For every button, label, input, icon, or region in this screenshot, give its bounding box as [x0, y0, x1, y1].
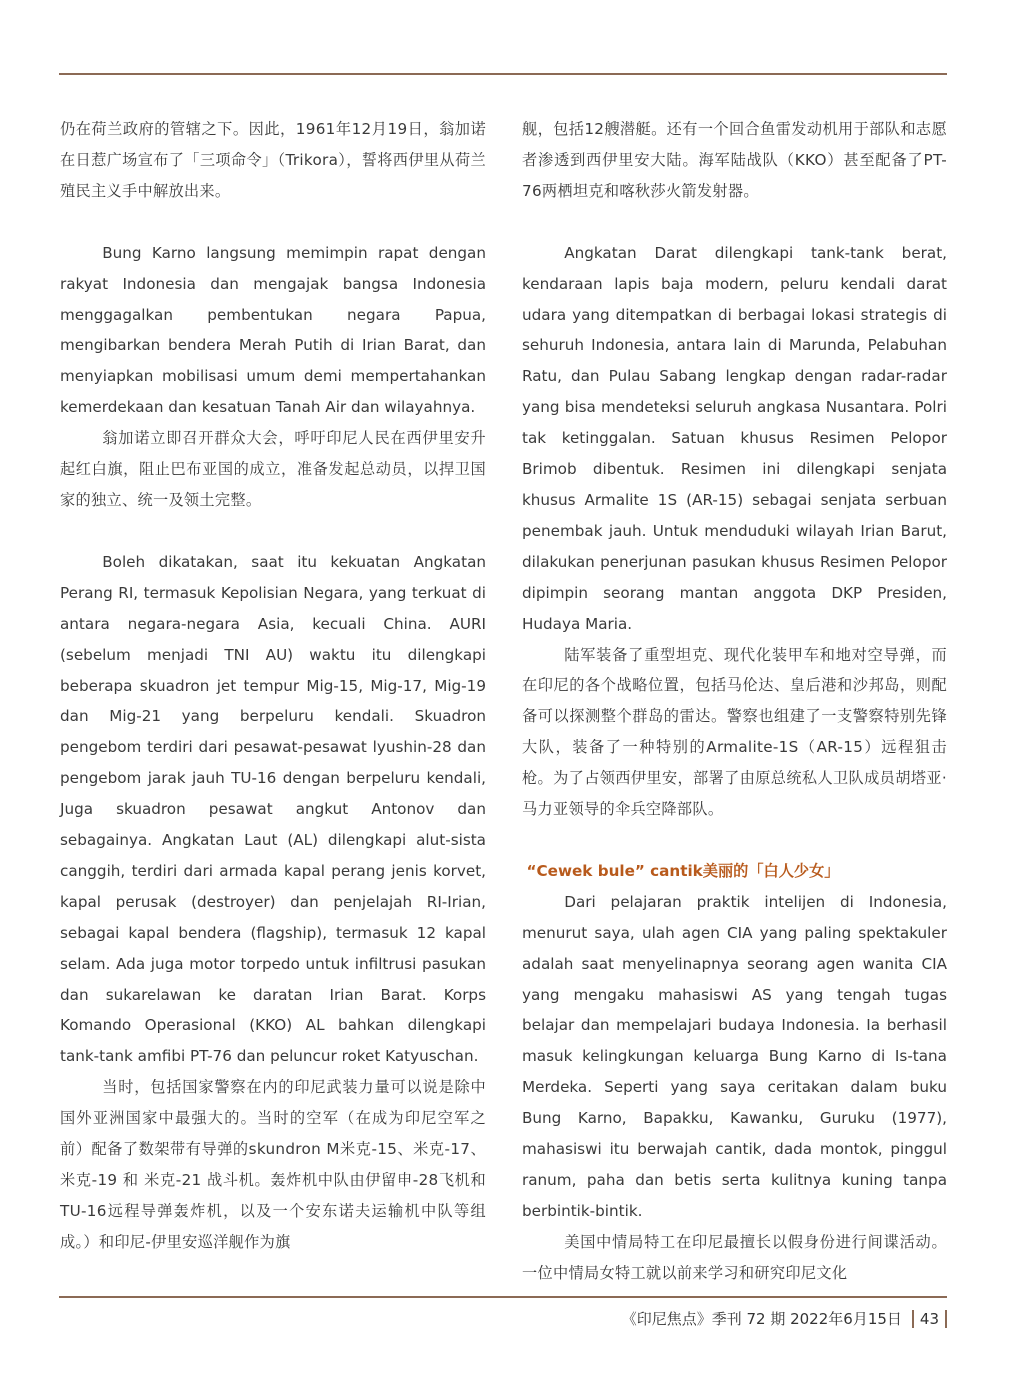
paragraph-zh-rally: 翁加诺立即召开群众大会，呼吁印尼人民在西伊里安升起红白旗，阻止巴布亚国的成立，准备发起总动员，以捍卫国家的独立、统一及领土完整。 [60, 429, 486, 509]
paragraph-id-bung-karno-rally: Bung Karno langsung memimpin rapat dengan rakyat Indonesia dan mengajak bangsa Indonesia menggagalkan pembentukan negara Papua, mengibarkan bendera Merah Putih di Irian Barat, dan menyiapkan mobilisasi umum demi mempertahankan kemerdekaan dan kesatuan Tanah Air dan wilayahnya. [60, 243, 486, 417]
header-rule [59, 73, 947, 75]
right-column [522, 114, 947, 1289]
paragraph-id-armed-forces: Boleh dikatakan, saat itu kekuatan Angkatan Perang RI, termasuk Kepolisian Negara, yang terkuat di antara negara-negara Asia, kecuali China. AURI (sebelum menjadi TNI AU) waktu itu dilengkapi beberapa skuadron jet tempur Mig-15, Mig-17, Mig-19 dan Mig-21 yang berpeluru kendali. Skuadron pengebom terdiri dari pesawat-pesawat lyushin-28 dan pengebom jarak jauh TU-16 dengan berpeluru kendali, Juga skuadron pesawat angkut Antonov dan sebagainya. Angkatan Laut (AL) dilengkapi alut-sista canggih, terdiri dari armada kapal perang jenis korvet, kapal perusak (destroyer) dan penjelajah RI-Irian, sebagai kapal bendera (flagship), termasuk 12 kapal selam. Ada juga motor torpedo untuk infiltrusi pasukan dan sukarelawan ke daratan Irian Barat. Korps Komando Operasional (KKO) AL bahkan dilengkapi tank-tank amfibi PT-76 dan peluncur roket Katyuschan. [60, 552, 486, 1066]
paragraph-zh-trikora: 仍在荷兰政府的管辖之下。因此，1961年12月19日，翁加诺在日惹广场宣布了「三项命令」（Trikora），誓将西伊里从荷兰殖民主义手中解放出来。 [60, 120, 486, 200]
left-column [60, 114, 486, 1258]
footer-divider-end [945, 1310, 947, 1328]
page-footer [622, 1308, 947, 1330]
paragraph-zh-cia-agent: 美国中情局特工在印尼最擅长以假身份进行间谍活动。一位中情局女特工就以前来学习和研究印尼文化 [522, 1232, 947, 1282]
footer-divider [912, 1310, 914, 1328]
section-heading: “Cewek bule” cantik美丽的「白人少女」 [526, 861, 840, 880]
paragraph-id-army-police: Angkatan Darat dilengkapi tank-tank berat, kendaraan lapis baja modern, peluru kendali darat udara yang ditempatkan di berbagai lokasi strategis di sehuruh Indonesia, antara lain di Marunda, Pelabuhan Ratu, dan Pulau Sabang lengkap dengan radar-radar yang bisa mendeteksi seluruh angkasa Nusantara. Polri tak ketinggalan. Satuan khusus Resimen Pelopor Brimob dibentuk. Resimen ini dilengkapi senjata khusus Armalite 1S (AR-15) sebagai senjata serbuan penembak jauh. Untuk menduduki wilayah Irian Barut, dilakukan penerjunan pasukan khusus Resimen Pelopor dipimpin seorang mantan anggota DKP Presiden, Hudaya Maria. [522, 243, 947, 633]
publication-info: 《印尼焦点》季刊 72 期 2022年6月15日 [621, 1310, 902, 1328]
paragraph-id-cia-agent: Dari pelajaran praktik intelijen di Indonesia, menurut saya, ulah agen CIA yang paling spektakuler adalah saat menyelinapnya seorang agen wanita CIA yang mengaku mahasiswi AS yang tengah tugas belajar dan mempelajari budaya Indonesia. Ia berhasil masuk kelingkungan keluarga Bung Karno di Is-tana Merdeka. Seperti yang saya ceritakan dalam buku Bung Karno, Bapakku, Kawanku, Guruku (1977), mahasiswi itu berwajah cantik, dada montok, pinggul ranum, paha dan betis serta kulitnya kuning tanpa berbintik-bintik. [522, 892, 947, 1220]
footer-rule [59, 1296, 947, 1298]
paragraph-zh-army-police: 陆军装备了重型坦克、现代化装甲车和地对空导弹，而在印尼的各个战略位置，包括马伦达、皇后港和沙邦岛，则配备可以探测整个群岛的雷达。警察也组建了一支警察特别先锋大队，装备了一种特别的Armalite-1S（AR-15）远程狙击枪。为了占领西伊里安，部署了由原总统私人卫队成员胡塔亚· 马力亚领导的伞兵空降部队。 [522, 645, 947, 819]
page-number: 43 [919, 1310, 939, 1328]
paragraph-zh-navy: 舰，包括12艘潜艇。还有一个回合鱼雷发动机用于部队和志愿者渗透到西伊里安大陆。海军陆战队（KKO）甚至配备了PT-76两栖坦克和喀秋莎火箭发射器。 [522, 120, 947, 200]
paragraph-zh-armed-forces: 当时，包括国家警察在内的印尼武装力量可以说是除中国外亚洲国家中最强大的。当时的空军（在成为印尼空军之前）配备了数架带有导弹的skundron M米克-15、米克-17、米克-19 和 米克-21 战斗机。轰炸机中队由伊留申-28飞机和TU-16远程导弹轰炸机，以及一个安东诺夫运输机中队等组成。）和印尼-伊里安巡洋舰作为旗 [60, 1078, 486, 1251]
